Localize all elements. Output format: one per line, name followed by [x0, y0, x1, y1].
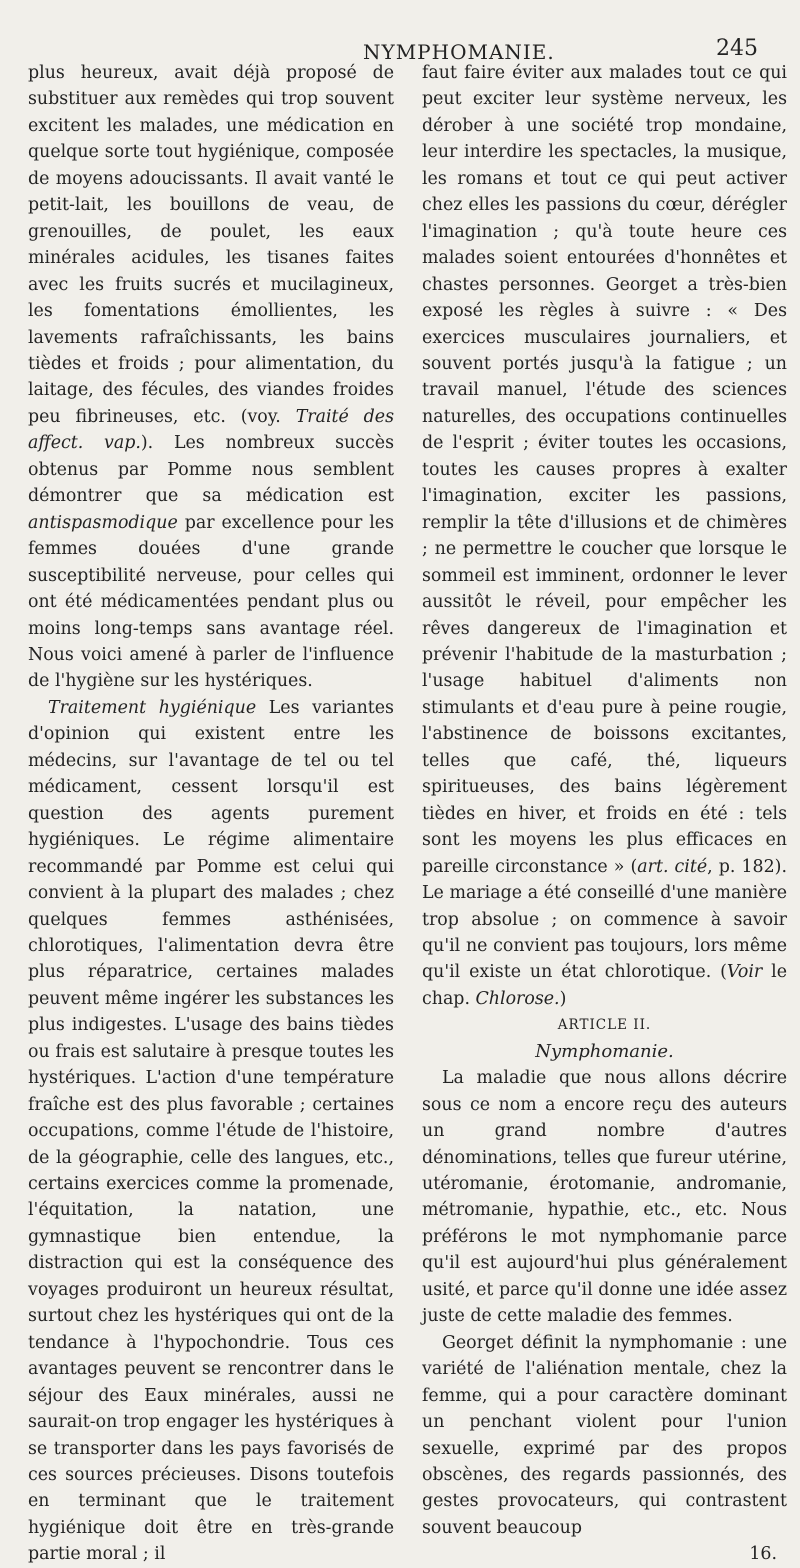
article-title: Nymphomanie. — [535, 1040, 674, 1062]
section-lead-in: Traitement hygiénique — [48, 697, 257, 718]
text-run: , p. 182). Le mariage a été conseillé d'une manière trop absolue ; on commence à savoir qu'il ne convient pas toujours, lors même qu'il existe un état chlorotique. ( — [422, 856, 787, 983]
page-number: 245 — [716, 36, 758, 61]
paragraph-definition: La maladie que nous allons décrire sous ce nom a encore reçu des auteurs un grand nombre d'autres dénominations, telles que fureur utérine, utéromanie, érotomanie, andromanie, métromanie, hypathie, etc., etc. Nous préférons le mot nymphomanie parce qu'il est aujourd'hui plus généralement usité, et parce qu'il donne une idée assez juste de cette maladie des femmes. — [422, 1068, 787, 1327]
text-run: plus heureux, avait déjà proposé de substituer aux remèdes qui trop souvent excitent les malades, une médication en quelque sorte tout hygiénique, composée de moyens adoucissants. Il avait vanté le petit-lait, les bouillons de veau, de grenouilles, de poulet, les eaux minérales acidules, les tisanes faites avec les fruits sucrés et mucilagineux, les fomentations émollientes, les lavements rafraîchissants, les bains tièdes et froids ; pour alimentation, du laitage, des fécules, des viandes froides peu fibrineuses, etc. (voy. — [28, 63, 394, 427]
text-run: faut faire éviter aux malades tout ce qui peut exciter leur système nerveux, les dérober à une société trop mondaine, leur interdire les spectacles, la musique, les romans et tout ce qui peut activer chez elles les passions du cœur, dérégler l'imagination ; qu'à toute heure ces malades soient entourées d'honnêtes et chastes personnes. Georget a très-bien exposé les règles à suivre : « Des exercices musculaires journaliers, et souvent portés jusqu'à la fatigue ; un travail manuel, l'étude des sciences naturelles, des occupations continuelles de l'esprit ; éviter toutes les occasions, toutes les causes propres à exalter l'imagination, exciter les passions, remplir la tête d'illusions et de chimères ; ne permettre le coucher que lorsque le sommeil est imminent, ordonner le lever aussitôt le réveil, pour empêcher les rêves dangereux de l'imagination et prévenir l'habitude de la masturbation ; l'usage habituel d'aliments non stimulants et d'eau pure à peine rougie, l'abstinence de boissons excitantes, telles que café, thé, liqueurs spiritueuses, des bains légèrement tièdes en hiver, et froids en été : tels sont les moyens les plus efficaces en pareille circonstance » ( — [422, 63, 787, 877]
text-run: ). Les nombreux succès obtenus par Pomme nous semblent démontrer que sa médication est — [28, 433, 395, 507]
paragraph-georget: Georget définit la nymphomanie : une variété de l'aliénation mentale, chez la femme, qui a pour caractère dominant un penchant violent pour l'union sexuelle, exprimé par des propos obscènes, des regards passionnés, des gestes provocateurs, qui contrastent souvent beaucoup — [422, 1332, 787, 1538]
text-run: le chap. — [422, 962, 787, 1009]
signature-mark: 16. — [749, 1544, 777, 1565]
running-title: NYMPHOMANIE. — [363, 40, 555, 64]
text-run: Les variantes d'opinion qui existent entre les médecins, sur l'avantage de tel ou tel médicament, cessent lorsqu'il est question des agents purement hygiéniques. Le régime alimentaire recommandé par Pomme est celui qui convient à la plupart des malades ; chez quelques femmes asthénisées, chlorotiques, l'alimentation devra être plus réparatrice, certaines malades peuvent même ingérer les substances les plus indigestes. L'usage des bains tièdes ou frais est salutaire à presque toutes les hystériques. L'action d'une température fraîche est des plus favorable ; certaines occupations, comme l'étude de l'histoire, de la géographie, celle des langues, etc., certains exercices comme la promenade, l'équitation, la natation, une gymnastique bien entendue, la distraction qui est la conséquence des voyages produiront un heureux résultat, surtout chez les hystériques qui ont de la tendance à l'hypochondrie. Tous ces avantages peuvent se rencontrer dans le séjour des Eaux minérales, aussi ne saurait-on trop engager les hystériques à se transporter dans les pays favorisés de ces sources précieuses. Disons toutefois en terminant que le traitement hygiénique doit être en très-grande partie moral ; il — [28, 697, 394, 1565]
emphasized-term: antispasmodique — [28, 512, 178, 533]
text-run: par excellence pour les femmes douées d'une grande susceptibilité nerveuse, pour celles qui ont été médicamentées pendant plus ou moins long-temps sans avantage réel. Nous voici amené à parler de l'influence de l'hygiène sur les hystériques. — [28, 512, 394, 692]
right-paragraph-continuation — [422, 60, 787, 1012]
text-run: ) — [559, 988, 567, 1009]
reference-title: Traité des affect. vap. — [28, 406, 395, 454]
citation: art. cité — [637, 856, 708, 877]
cross-reference: Voir — [726, 962, 763, 983]
article-heading: ARTICLE II. — [557, 1017, 652, 1034]
right-column — [422, 60, 787, 1568]
left-column — [28, 60, 394, 1568]
paragraph-hygienic-treatment — [28, 695, 394, 1568]
left-paragraph-continuation — [28, 60, 394, 695]
chapter-reference: Chlorose. — [475, 988, 560, 1009]
